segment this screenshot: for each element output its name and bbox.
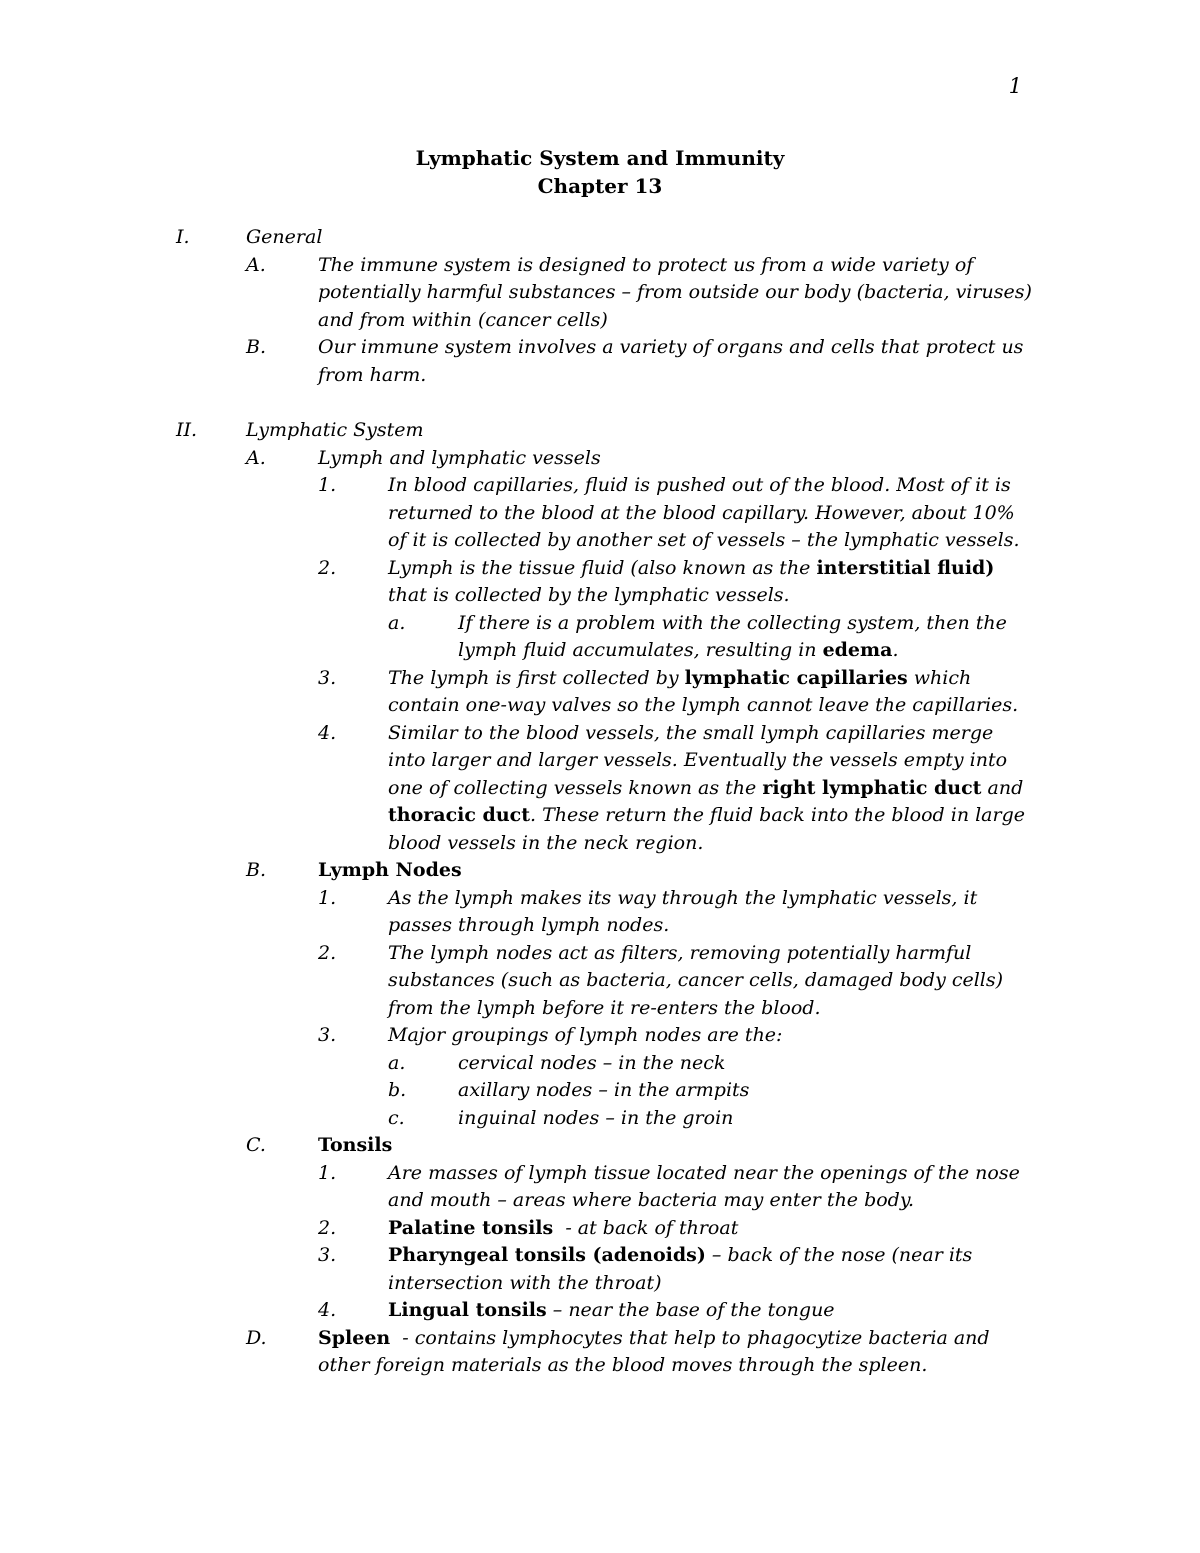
outline-item [176,885,1036,940]
outline-item [176,940,1036,1023]
item-text: which contain one-way valves so the lymph cannot leave the capillaries. [388,666,1019,716]
outline-marker: A. [246,253,266,276]
item-text: . These return the fluid back into the blood in large blood vessels in the neck region. [388,804,1026,854]
outline-marker: D. [246,1326,267,1349]
document-title: Lymphatic System and Immunity [415,146,785,170]
subsection-heading: Lymph and lymphatic vessels [318,446,601,469]
outline [176,224,1036,1380]
item-text: Major groupings of lymph nodes are the: [388,1024,783,1046]
section-heading: General [246,226,323,248]
outline-item [176,1105,1036,1133]
item-text: Our immune system involves a variety of organs and cells that protect us from harm. [318,336,1024,386]
outline-marker: B. [246,336,267,358]
key-term: edema [822,639,893,661]
outline-marker: a. [388,611,406,634]
subsection-lymph-nodes [176,857,1036,885]
outline-marker: 4. [318,721,337,744]
outline-marker: 2. [318,941,337,964]
outline-item [176,252,1036,335]
section-general [176,224,1036,252]
outline-item [176,610,1036,665]
outline-marker: II. [176,419,198,441]
outline-item [176,1160,1036,1215]
item-text: Lymph is the tissue fluid (also known as the [388,556,817,579]
item-text: - at back of throat [553,1216,739,1239]
item-text: The immune system is designed to protect us from a wide variety of potentially harmful substances – from outside our body (bacteria, viruses) and from within (cancer cells) [318,253,1032,331]
key-term: Lingual tonsils [388,1299,547,1321]
outline-item [176,472,1036,555]
outline-item [176,720,1036,858]
outline-marker: 2. [318,1216,337,1239]
item-text: axillary nodes – in the armpits [458,1079,750,1101]
title-block [0,144,1200,200]
key-term: Spleen [318,1326,391,1349]
outline-marker: 3. [318,666,337,689]
section-lymphatic-system [176,417,1036,445]
item-text: The lymph nodes act as filters, removing potentially harmful substances (such as bacteria, cancer cells, damaged body cells) from the lymph before it re-enters the blood. [388,941,1004,1019]
key-term: right lymphatic duct [762,776,982,799]
outline-marker: 1. [318,474,337,496]
outline-marker: 2. [318,556,337,579]
key-term: Pharyngeal tonsils (adenoids) [388,1244,706,1266]
outline-marker: 3. [318,1244,337,1266]
item-text: Are masses of lymph tissue located near the openings of the nose and mouth – areas where bacteria may enter the body. [388,1161,1020,1211]
item-text: Similar to the blood vessels, the small lymph capillaries merge into larger and larger vessels. Eventually the vessels empty into one of collecting vessels known as the [388,721,1008,799]
outline-marker: 3. [318,1024,337,1046]
item-text: cervical nodes – in the neck [458,1051,726,1074]
item-text: – near the base of the tongue [546,1299,835,1321]
subsection-lymph-vessels [176,445,1036,473]
outline-marker: b. [388,1079,407,1101]
item-text: and [981,776,1024,799]
outline-item [176,1022,1036,1050]
outline-item [176,1297,1036,1325]
subsection-spleen [176,1325,1036,1380]
subsection-heading: Lymph Nodes [318,859,462,881]
item-text: – back of the nose (near its intersection with the throat) [388,1244,973,1294]
item-text: that is collected by the lymphatic vessels. [388,584,790,606]
subsection-tonsils [176,1132,1036,1160]
page-number: 1 [1008,74,1022,98]
item-text: The lymph is first collected by [388,666,685,689]
outline-marker: B. [246,859,267,881]
outline-item [176,334,1036,389]
key-term: Palatine tonsils [388,1216,554,1239]
outline-marker: A. [246,446,266,469]
outline-marker: 1. [318,1161,337,1184]
chapter-label: Chapter 13 [537,174,663,198]
outline-item [176,1242,1036,1297]
outline-item [176,1050,1036,1078]
outline-item [176,1077,1036,1105]
outline-marker: C. [246,1134,266,1156]
item-text: - contains lymphocytes that help to phagocytize bacteria and other foreign materials as the blood moves through the spleen. [318,1326,996,1376]
outline-marker: c. [388,1106,405,1129]
spacer [176,389,1036,417]
outline-marker: 4. [318,1299,337,1321]
section-heading: Lymphatic System [246,419,424,441]
outline-item [176,555,1036,610]
outline-item [176,1215,1036,1243]
subsection-heading: Tonsils [318,1134,393,1156]
outline-marker: I. [176,226,190,248]
key-term: interstitial fluid) [816,556,995,579]
item-text: As the lymph makes its way through the lymphatic vessels, it passes through lymph nodes. [388,886,978,936]
key-term: thoracic duct [388,804,530,826]
outline-marker: a. [388,1051,406,1074]
item-text: inguinal nodes – in the groin [458,1106,734,1129]
outline-item [176,665,1036,720]
item-text: In blood capillaries, fluid is pushed out of the blood. Most of it is returned to the blood at the blood capillary. However, about 10% of it is collected by another set of vessels – the lymphatic vessels. [388,474,1020,551]
item-text: . [892,639,899,661]
outline-marker: 1. [318,886,337,909]
item-text: If there is a problem with the collecting system, then the lymph fluid accumulates, resulting in [458,611,1007,661]
key-term: lymphatic capillaries [684,666,908,689]
